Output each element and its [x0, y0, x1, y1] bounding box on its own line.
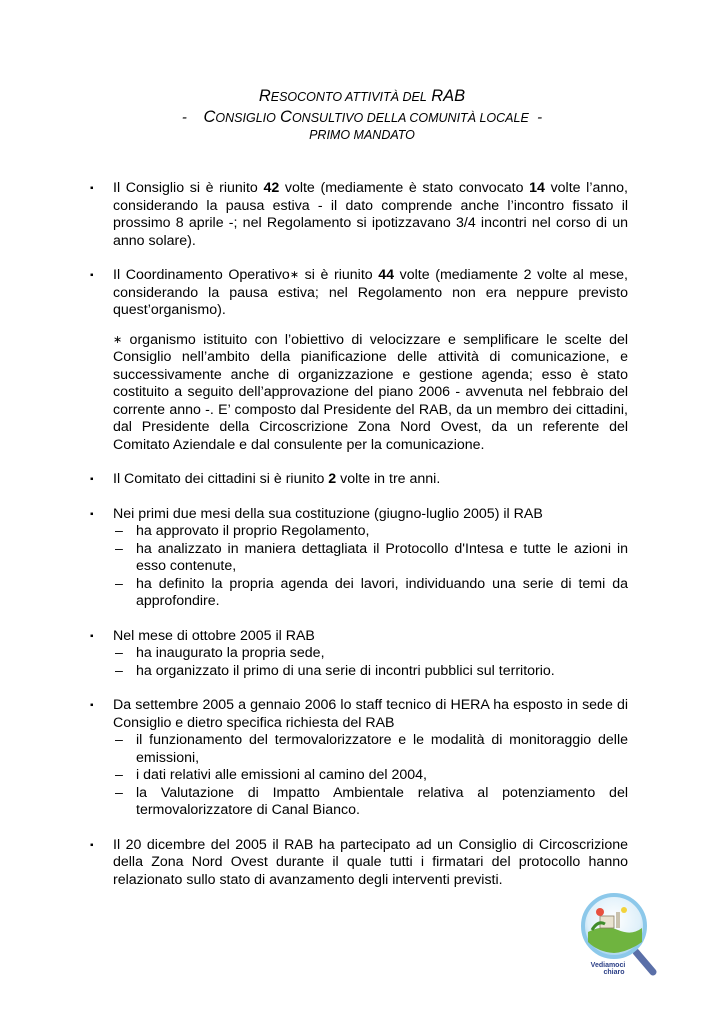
sub-list — [113, 645, 628, 680]
list-item: ▪ Il Comitato dei cittadini si è riunito 2 volte in tre anni. — [90, 471, 441, 487]
list-item: ▪ Nei primi due mesi della sua costituzione (giugno-luglio 2005) il RAB – ha approvato il proprio Regolamento, – ha analizzato in maniera dettagliata il Protocollo d'Intesa e tutte le azioni in esso contenute, – ha definito la propria agenda dei lavori, individuando una serie di temi da approfondire. — [90, 505, 628, 609]
sub-list-item: – i dati relativi alle emissioni al camino del 2004, — [115, 767, 427, 783]
bullet-icon: ▪ — [90, 474, 94, 485]
footnote-paragraph: ∗ organismo istituito con l’obiettivo di velocizzare e semplificare le scelte del Consiglio nell’ambito della pianificazione delle attività di comunicazione, e successivamente anche di organizzazione e gestione agenda; esso è stato costituito a seguito dell’approvazione del piano 2006 - avvenuta nel febbraio del corrente anno -. E’ composto dal Presidente del RAB, da un membro dei cittadini, dal Presidente della Circoscrizione Zona Nord Ovest, da un referente del Comitato Aziendale e dal consulente per la comunicazione. — [113, 331, 628, 453]
logo-text-line1: Vediamoci — [590, 962, 626, 969]
document-body — [90, 180, 628, 906]
list-item: ▪ Da settembre 2005 a gennaio 2006 lo staff tecnico di HERA ha esposto in sede di Consiglio e dietro specifica richiesta del RAB – il funzionamento del termovalorizzatore e le modalità di monitoraggio delle emissioni, – i dati relativi alle emissioni al camino del 2004, – la Valutazione di Impatto Ambientale relativa al potenziamento del termovalorizzatore di Canal Bianco. — [90, 697, 628, 818]
list-item: ▪ Il Consiglio si è riunito 42 volte (mediamente è stato convocato 14 volte l’anno, considerando la pausa estiva - il dato comprende anche l’incontro fissato il prossimo 8 aprile -; nel Regolamento si ipotizzavano 3/4 incontri nel corso di un anno solare). — [90, 180, 628, 249]
bullet-icon: ▪ — [90, 183, 94, 194]
sub-list-item: – il funzionamento del termovalorizzatore e le modalità di monitoraggio delle emissioni, — [115, 732, 628, 766]
document-title: RESOCONTO ATTIVITÀ DEL RAB — [258, 87, 466, 105]
sub-list-item: – ha organizzato il primo di una serie di incontri pubblici sul territorio. — [115, 662, 555, 679]
bullet-icon: ▪ — [90, 839, 94, 851]
sub-list-item: – ha approvato il proprio Regolamento, — [115, 523, 370, 539]
sub-list-item: – ha analizzato in maniera dettagliata il Protocollo d'Intesa e tutte le azioni in esso contenute, — [115, 540, 628, 574]
sub-list — [113, 732, 628, 820]
list-item: ▪ Il 20 dicembre del 2005 il RAB ha partecipato ad un Consiglio di Circoscrizione della Zona Nord Ovest durante il quale tutti i firmatari del protocollo hanno relazionato sullo stato di avanzamento degli interventi previsti. — [90, 836, 628, 888]
list-item: ▪ Il Coordinamento Operativo∗ si è riunito 44 volte (mediamente 2 volte al mese, considerando la pausa estiva; nel Regolamento non era neppure previsto quest’organismo). — [90, 267, 628, 318]
document-subtitle: - CONSIGLIO CONSULTIVO DELLA COMUNITÀ LOCALE - — [181, 108, 543, 126]
sub-list-item: – la Valutazione di Impatto Ambientale relativa al potenziamento del termovalorizzatore di Canal Bianco. — [115, 784, 628, 818]
document-mandate: PRIMO MANDATO — [309, 128, 415, 142]
bullet-icon: ▪ — [90, 700, 94, 711]
bullet-icon: ▪ — [90, 508, 94, 520]
vediamoci-chiaro-logo — [578, 890, 660, 982]
bullet-icon: ▪ — [90, 630, 94, 642]
list-item: ▪ Nel mese di ottobre 2005 il RAB – ha inaugurato la propria sede, – ha organizzato il primo di una serie di incontri pubblici sul territorio. — [90, 628, 628, 681]
sub-list — [113, 523, 628, 611]
asterisk-icon: ∗ — [113, 333, 123, 346]
asterisk-icon: ∗ — [289, 269, 300, 281]
bullet-icon: ▪ — [90, 270, 94, 281]
sub-list-item: – ha inaugurato la propria sede, — [115, 645, 325, 661]
sub-list-item: – ha definito la propria agenda dei lavori, individuando una serie di temi da approfondire. — [115, 575, 628, 609]
logo-text-line2: chiaro — [603, 969, 625, 976]
